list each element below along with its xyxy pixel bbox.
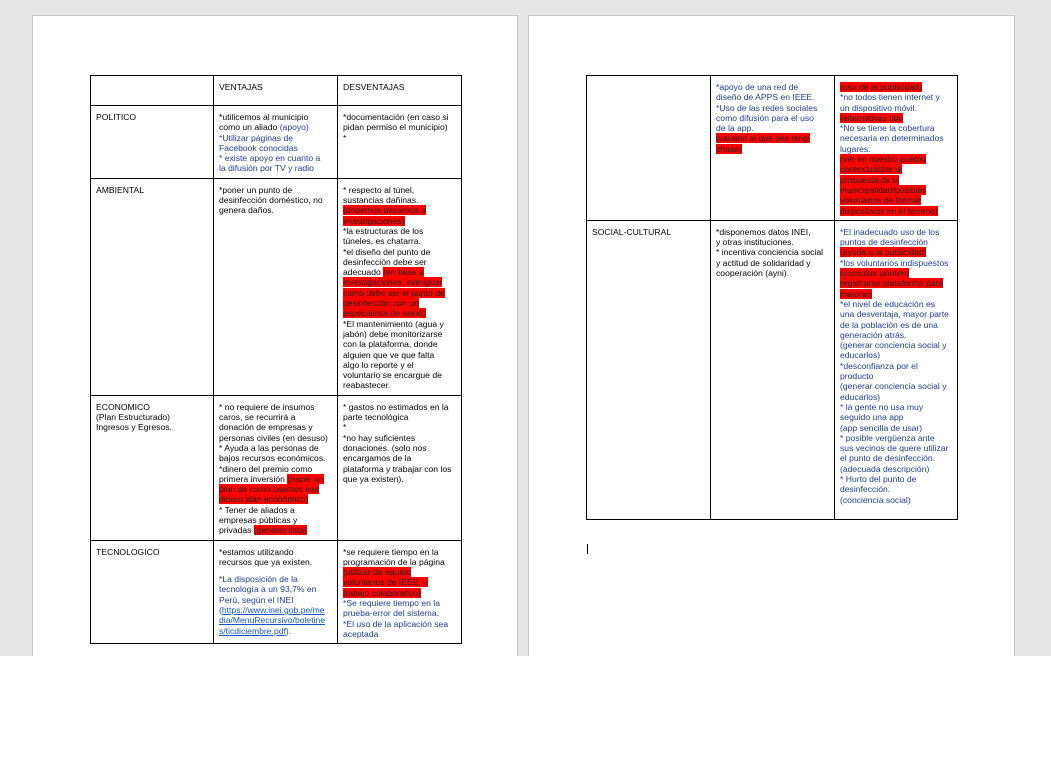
cell-text: donación de empresas y — [219, 422, 313, 433]
cell-text: *no todos tienen internet y — [840, 92, 940, 103]
cell-text: jabón) debe monitorizarse — [343, 328, 443, 339]
cell-line — [716, 133, 829, 143]
cell-text: voluntario se encargue de — [343, 370, 442, 381]
cell-line — [840, 423, 952, 433]
row-label-cell[interactable] — [91, 395, 214, 540]
cell-text: cooperación (ayni). — [716, 268, 790, 279]
cell-text: caros, se recurrirá a — [219, 412, 296, 423]
highlighted-text: municipalidad/posibles — [840, 184, 927, 195]
cell-text: primera inversión — [219, 473, 288, 484]
cell-line — [840, 330, 952, 340]
cell-text: *apoyo de una red de — [716, 82, 799, 92]
cell-text: como difusión para el uso — [716, 112, 814, 123]
highlighted-text: investigaciones) — [343, 215, 405, 226]
desventajas-cell[interactable] — [338, 106, 462, 179]
cell-text: la difusión por TV y radio — [219, 163, 314, 174]
highlighted-text: voluntarios de formar — [840, 195, 921, 206]
cell-line — [219, 525, 332, 535]
hyperlink[interactable]: dia/MenuRecursivo/boletine — [219, 615, 326, 626]
cell-line — [343, 267, 456, 277]
cell-line — [343, 557, 456, 567]
cell-text: prueba-error del sistema. — [343, 608, 440, 619]
hyperlink[interactable]: s/ticdiciembre.pdf — [219, 625, 286, 636]
cell-text: algo lo reporte y el — [343, 359, 414, 370]
cell-text: lugares. — [840, 143, 871, 154]
cell-line — [219, 557, 332, 567]
highlighted-text: registrarse plataforma para — [840, 278, 944, 289]
cell-text: * — [343, 422, 347, 433]
cell-text: * Tener de aliados a — [219, 504, 295, 515]
cell-text: pidan permiso el municipio) — [343, 122, 448, 133]
cell-line: AMBIENTAL — [96, 184, 145, 195]
cell-line — [840, 340, 952, 350]
cell-text: tecnología a un 93,7% en — [219, 584, 317, 595]
cell-text: empresas públicas y — [219, 514, 298, 525]
cell-text: (apoyo) — [279, 122, 309, 133]
cell-line — [840, 268, 952, 278]
cell-line — [840, 484, 952, 494]
cell-line — [219, 453, 332, 463]
cell-text: *la estructuras de los — [343, 225, 424, 236]
cell-text: adecuado — [343, 267, 384, 278]
table-header-row — [91, 76, 462, 106]
cell-text: bajos recursos económicos. — [219, 453, 326, 464]
cell-text: personas civiles (en desuso) — [219, 432, 328, 443]
cell-line — [343, 422, 456, 432]
cell-line — [343, 619, 456, 629]
cell-line — [343, 185, 456, 195]
paragraph-gap — [219, 567, 332, 574]
cell-text: Facebook conocidas — [219, 142, 298, 153]
highlighted-text: dispositivos en el terreno) — [840, 205, 938, 216]
cell-line — [840, 474, 952, 484]
cell-line — [840, 247, 952, 257]
cell-line — [219, 626, 332, 636]
cell-line: (Plan Estructurado) — [96, 412, 171, 423]
cell-text: seguido una app — [840, 412, 904, 423]
desventajas-cell[interactable] — [835, 76, 958, 221]
highlighted-text: (debemos basarnos a — [343, 205, 427, 216]
cell-line — [219, 615, 332, 625]
highlighted-text: (consultar primero — [840, 268, 910, 279]
cell-line — [219, 433, 332, 443]
cell-line — [343, 433, 456, 443]
cell-line — [219, 443, 332, 453]
cell-line — [840, 144, 952, 154]
cell-line — [343, 257, 456, 267]
table-row-social-cultural — [587, 220, 958, 519]
highlighted-text: (uso de la publicidad) — [840, 82, 922, 92]
cell-text: como un aliado — [219, 122, 280, 133]
cell-text: * existe apoyo en cuanto a — [219, 153, 321, 164]
cell-text: sustancias dañinas. — [343, 195, 419, 206]
header-cell-ventajas[interactable]: VENTAJAS — [214, 76, 338, 106]
cell-line — [840, 320, 952, 330]
cell-line — [840, 113, 952, 123]
analysis-table-page-2 — [586, 75, 958, 520]
desventajas-cell[interactable] — [338, 395, 462, 540]
cell-line — [219, 112, 332, 122]
cell-line — [219, 402, 332, 412]
cell-line — [343, 474, 456, 484]
cell-text: Perú, según el INEI — [219, 594, 294, 605]
table-row-tecnologico-continued — [587, 76, 958, 221]
table-row-economico — [91, 395, 462, 540]
highlighted-text: (usuario al que sea dirigi — [716, 133, 810, 144]
cell-text: (generar conciencia social y — [840, 381, 947, 392]
cell-text: *Uso de las redes sociales — [716, 102, 818, 113]
cell-text: aceptada — [343, 628, 379, 639]
cell-line — [716, 258, 829, 268]
cell-line — [343, 464, 456, 474]
highlighted-text: trabajo colaborativo) — [343, 587, 421, 598]
highlighted-text: (generar lista) — [253, 525, 307, 536]
cell-line — [343, 380, 456, 390]
cell-line — [219, 464, 332, 474]
cell-line — [343, 195, 456, 205]
cell-text: *documentación (en caso si — [343, 112, 449, 122]
cell-text: de la app. — [716, 123, 754, 134]
cell-text: de la población es de una — [840, 319, 938, 330]
cell-text: ). — [285, 625, 292, 636]
cell-line — [343, 608, 456, 618]
cell-line — [219, 205, 332, 215]
row-label-cell[interactable] — [91, 106, 214, 179]
highlighted-text: desinfección con un — [343, 298, 419, 309]
cell-line — [343, 216, 456, 226]
cell-line — [343, 350, 456, 360]
cell-line — [343, 402, 456, 412]
cell-text: * gastos no estimados en la — [343, 401, 449, 412]
cell-line — [219, 163, 332, 173]
cell-text: una desventaja, mayor parte — [840, 309, 949, 320]
highlighted-text: investigaciones, averiguar — [343, 277, 443, 288]
cell-text: sus vecinos de quere utilizar — [840, 443, 949, 454]
cell-line — [343, 453, 456, 463]
cell-line — [219, 484, 332, 494]
cell-line: ECONOMICO — [96, 401, 150, 412]
cell-line — [343, 443, 456, 453]
analysis-table-page-1 — [90, 75, 462, 644]
cell-text: donaciones. (solo nos — [343, 442, 427, 453]
highlighted-text: como debe ser el punto de — [343, 287, 445, 298]
cell-text: *desconfianza por el — [840, 360, 918, 371]
cell-text: programación de la página — [343, 556, 445, 567]
cell-text: desinfección doméstico, no — [219, 195, 323, 206]
cell-line — [343, 412, 456, 422]
cell-line — [343, 122, 456, 132]
cell-line — [840, 299, 952, 309]
cell-line — [840, 381, 952, 391]
cell-line — [840, 206, 952, 216]
cell-line — [840, 195, 952, 205]
cell-text: (app sencilla de usar) — [840, 422, 923, 433]
cell-text: desinfección. — [840, 484, 891, 495]
desventajas-cell[interactable] — [835, 220, 958, 519]
cell-line — [840, 103, 952, 113]
cell-line — [219, 412, 332, 422]
cell-text: un dispositivo móvil. — [840, 102, 917, 113]
highlighted-text: (alternativas tipo — [840, 112, 904, 123]
ventajas-cell[interactable] — [214, 395, 338, 540]
cell-line — [343, 277, 456, 287]
cell-line — [716, 103, 829, 113]
cell-text: necesaria en determinados — [840, 133, 944, 144]
cell-text: recursos que ya existen. — [219, 556, 313, 567]
cell-line — [343, 567, 456, 577]
cell-text: *Se requiere tiempo en la — [343, 598, 440, 609]
cell-text: *el nivel de educación es — [840, 298, 936, 309]
cell-line — [716, 247, 829, 257]
cell-text: *El mantenimiento (agua y — [343, 318, 444, 329]
header-cell-desventajas[interactable]: DESVENTAJAS — [338, 76, 462, 106]
cell-line — [343, 298, 456, 308]
desventajas-cell[interactable] — [338, 540, 462, 644]
cell-text: *No se tiene la cobertura — [840, 123, 935, 134]
cell-line — [343, 288, 456, 298]
cell-line — [219, 474, 332, 484]
cell-text: diseño de APPS en IEEE. — [716, 92, 815, 103]
cell-line — [343, 547, 456, 557]
cell-line — [840, 453, 952, 463]
cell-line — [219, 605, 332, 615]
cell-line — [716, 113, 829, 123]
cell-line — [343, 319, 456, 329]
cell-text: (generar conciencia social y — [840, 340, 947, 351]
cell-line: Ingresos y Egresos. — [96, 422, 172, 433]
row-label-cell[interactable] — [91, 178, 214, 395]
cell-text: *el diseño del punto de — [343, 246, 431, 257]
cell-text: reabastecer. — [343, 380, 391, 391]
highlighted-text: (utilizar de equipo — [343, 567, 411, 578]
row-label-cell[interactable] — [587, 76, 711, 221]
cell-line — [840, 402, 952, 412]
text-cursor — [587, 544, 588, 554]
cell-text: *El uso de la aplicación sea — [343, 618, 449, 629]
cell-line — [219, 595, 332, 605]
cell-line — [840, 495, 952, 505]
cell-line — [219, 143, 332, 153]
cell-line — [343, 598, 456, 608]
table-row-politico — [91, 106, 462, 179]
cell-text: y actitud de solidaridad y — [716, 257, 811, 268]
cell-text: alguien que ve que falta — [343, 349, 435, 360]
cell-line — [343, 329, 456, 339]
cell-line — [219, 494, 332, 504]
cell-text: y otras instituciones. — [716, 237, 794, 248]
cell-line — [219, 515, 332, 525]
cell-line — [840, 289, 952, 299]
highlighted-text: plan de como usamos ese — [219, 484, 320, 495]
cell-text: que ya existen). — [343, 473, 404, 484]
document-page-2[interactable] — [528, 15, 1015, 656]
cell-line — [219, 153, 332, 163]
table-row-tecnologico — [91, 540, 462, 644]
cell-line — [840, 185, 952, 195]
cell-line — [840, 309, 952, 319]
cell-line — [343, 112, 456, 122]
cell-line — [840, 433, 952, 443]
cell-line — [716, 227, 829, 237]
cell-line — [716, 82, 829, 92]
cell-line — [840, 82, 952, 92]
cell-text: *El inadecuado uso de los — [840, 226, 940, 237]
cell-line — [219, 584, 332, 594]
header-cell-empty[interactable] — [91, 76, 214, 106]
cell-text: túneles, es chatarra. — [343, 236, 421, 247]
cell-line — [840, 412, 952, 422]
cell-line — [343, 205, 456, 215]
cell-line — [716, 144, 829, 154]
cell-text: * Ayuda a las personas de — [219, 442, 319, 453]
cell-text: ( — [219, 605, 222, 616]
cell-text: desinfección debe ser — [343, 256, 427, 267]
cell-text: *no hay suficientes — [343, 432, 416, 443]
highlighted-text: propuesta de la — [840, 174, 900, 185]
cell-text: con la plataforma, donde — [343, 339, 438, 350]
cell-line — [840, 258, 952, 268]
cell-line — [343, 339, 456, 349]
cell-line — [219, 422, 332, 432]
cell-text: educarlos) — [840, 391, 881, 402]
cell-text: genera daños. — [219, 205, 274, 216]
cell-text: *poner un punto de — [219, 184, 293, 195]
cell-text: (conciencia social) — [840, 494, 911, 505]
ventajas-cell[interactable] — [711, 76, 835, 221]
cell-text: * respecto al túnel, — [343, 184, 415, 195]
hyperlink[interactable]: https://www.inei.gob.pe/me — [221, 605, 325, 616]
cell-line — [840, 278, 952, 288]
desventajas-cell[interactable] — [338, 178, 462, 395]
cell-line — [840, 237, 952, 247]
cell-line — [716, 92, 829, 102]
highlighted-text: (en base a — [383, 267, 424, 278]
highlighted-text: (ver en nuestro pueblo — [840, 154, 926, 165]
cell-text: * la gente no usa muy — [840, 401, 924, 412]
highlighted-text: dinero plan económico) — [219, 494, 309, 505]
cell-text: *Utilizar páginas de — [219, 132, 294, 143]
cell-line — [343, 236, 456, 246]
highlighted-text: (ayuda a la publicidad) — [840, 247, 927, 258]
cell-line — [343, 370, 456, 380]
cell-line — [219, 505, 332, 515]
cell-text: el punto de desinfección. — [840, 453, 936, 464]
cell-line — [840, 154, 952, 164]
cell-text: puntos de desinfección — [840, 237, 928, 248]
cell-line — [840, 164, 952, 174]
cell-text: (adecuada descripción) — [840, 463, 930, 474]
cell-line: POLITICO — [96, 112, 137, 122]
cell-text: *La disposición de la — [219, 574, 298, 585]
cell-line — [343, 360, 456, 370]
cell-line — [716, 268, 829, 278]
ventajas-cell[interactable] — [214, 178, 338, 395]
row-label-cell[interactable] — [587, 220, 711, 519]
cell-text: *dinero del premio como — [219, 463, 313, 474]
cell-line — [840, 350, 952, 360]
document-page-1[interactable] — [32, 15, 518, 656]
cell-text: producto — [840, 371, 874, 382]
ventajas-cell[interactable] — [711, 220, 835, 519]
cell-text: * posible vergüenza ante — [840, 432, 935, 443]
cell-line — [343, 629, 456, 639]
highlighted-text: contextualizar la — [840, 164, 903, 175]
cell-line — [716, 123, 829, 133]
cell-line — [343, 226, 456, 236]
cell-line — [219, 574, 332, 584]
cell-line — [840, 443, 952, 453]
cell-text: * no requiere de insumos — [219, 401, 315, 412]
cell-text: generación atrás. — [840, 329, 907, 340]
cell-line — [343, 247, 456, 257]
cell-text: * Hurto del punto de — [840, 473, 917, 484]
cell-line: SOCIAL-CULTURAL — [592, 226, 672, 237]
cell-line — [343, 133, 456, 143]
cell-line — [840, 392, 952, 402]
cell-text: plataforma y trabajar con los — [343, 463, 452, 474]
cell-text: encargamos de la — [343, 453, 412, 464]
cell-text: *disponemos datos INEI, — [716, 226, 811, 237]
cell-line — [343, 577, 456, 587]
cell-text: *utilicemos al municipio — [219, 112, 309, 122]
cell-line — [716, 237, 829, 247]
cell-line — [840, 175, 952, 185]
ventajas-cell[interactable] — [214, 540, 338, 644]
row-label-cell[interactable] — [91, 540, 214, 644]
cell-line — [840, 371, 952, 381]
ventajas-cell[interactable] — [214, 106, 338, 179]
cell-line — [840, 464, 952, 474]
highlighted-text: mejorar) — [840, 288, 872, 299]
cell-line — [219, 195, 332, 205]
table-row-ambiental — [91, 178, 462, 395]
cell-line — [219, 185, 332, 195]
highlighted-text: (hacer un — [287, 473, 324, 484]
cell-line — [219, 133, 332, 143]
cell-line — [840, 227, 952, 237]
cell-line — [343, 308, 456, 318]
cell-text: parte tecnológica — [343, 412, 409, 423]
cell-line — [219, 547, 332, 557]
cell-line — [840, 123, 952, 133]
cell-text: *estamos utilizando — [219, 546, 294, 557]
cell-line — [343, 588, 456, 598]
cell-line — [840, 133, 952, 143]
cell-text: privadas — [219, 525, 254, 536]
cell-line — [840, 361, 952, 371]
cell-text: *se requiere tiempo en la — [343, 546, 439, 557]
cell-text: educarlos) — [840, 350, 881, 361]
cell-line — [219, 122, 332, 132]
cell-line: TECNOLOGICO — [96, 546, 160, 557]
highlighted-text: voluntarios de IEEE, y — [343, 577, 428, 588]
cell-line — [840, 92, 952, 102]
cell-text: * incentiva conciencia social — [716, 247, 824, 258]
cell-text: * — [343, 132, 347, 143]
highlighted-text: especialista de salud) — [343, 308, 426, 319]
cell-text: *los voluntarios indispuestos — [840, 257, 949, 268]
highlighted-text: chaaa) — [716, 143, 743, 154]
